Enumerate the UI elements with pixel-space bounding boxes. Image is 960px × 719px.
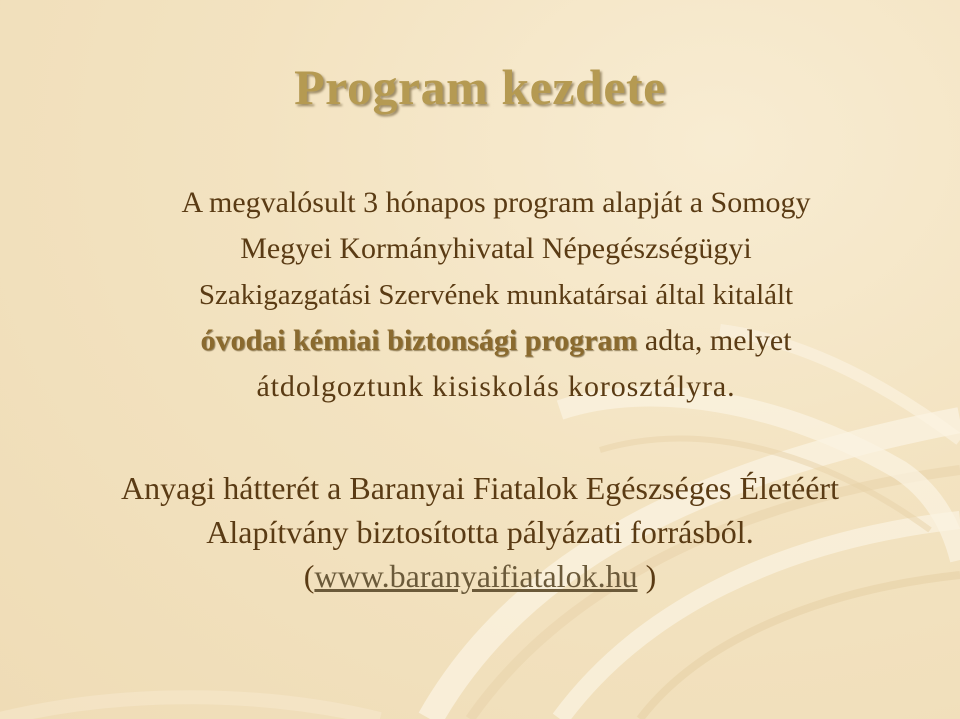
link-close-paren: ) xyxy=(637,558,657,594)
paragraph-program-origin xyxy=(110,180,882,410)
link-open-paren: ( xyxy=(303,558,315,594)
paragraph2-line-2: Alapítvány biztosította pályázati forrásból. xyxy=(206,514,754,550)
paragraph1-line-2: Megyei Kormányhivatal Népegészségügyi xyxy=(240,232,752,265)
paragraph2-line-1: Anyagi hátterét a Baranyai Fiatalok Egészséges Életéért xyxy=(121,470,839,506)
website-link[interactable]: www.baranyaifiatalok.hu xyxy=(314,558,638,594)
slide-title: Program kezdete xyxy=(294,59,666,115)
paragraph2-line-3 xyxy=(0,554,960,598)
paragraph-funding xyxy=(0,466,960,598)
paragraph1-line-5: átdolgoztunk kisiskolás korosztályra. xyxy=(256,370,736,403)
paragraph1-line-1: A megvalósult 3 hónapos program alapját a Somogy xyxy=(181,186,811,219)
paragraph1-line-3: Szakigazgatási Szervének munkatársai által kitalált xyxy=(198,279,794,311)
paragraph1-line-4 xyxy=(110,318,882,364)
paragraph1-line-4-rest: adta, melyet xyxy=(637,324,792,357)
program-name-emphasis: óvodai kémiai biztonsági program xyxy=(200,324,638,357)
